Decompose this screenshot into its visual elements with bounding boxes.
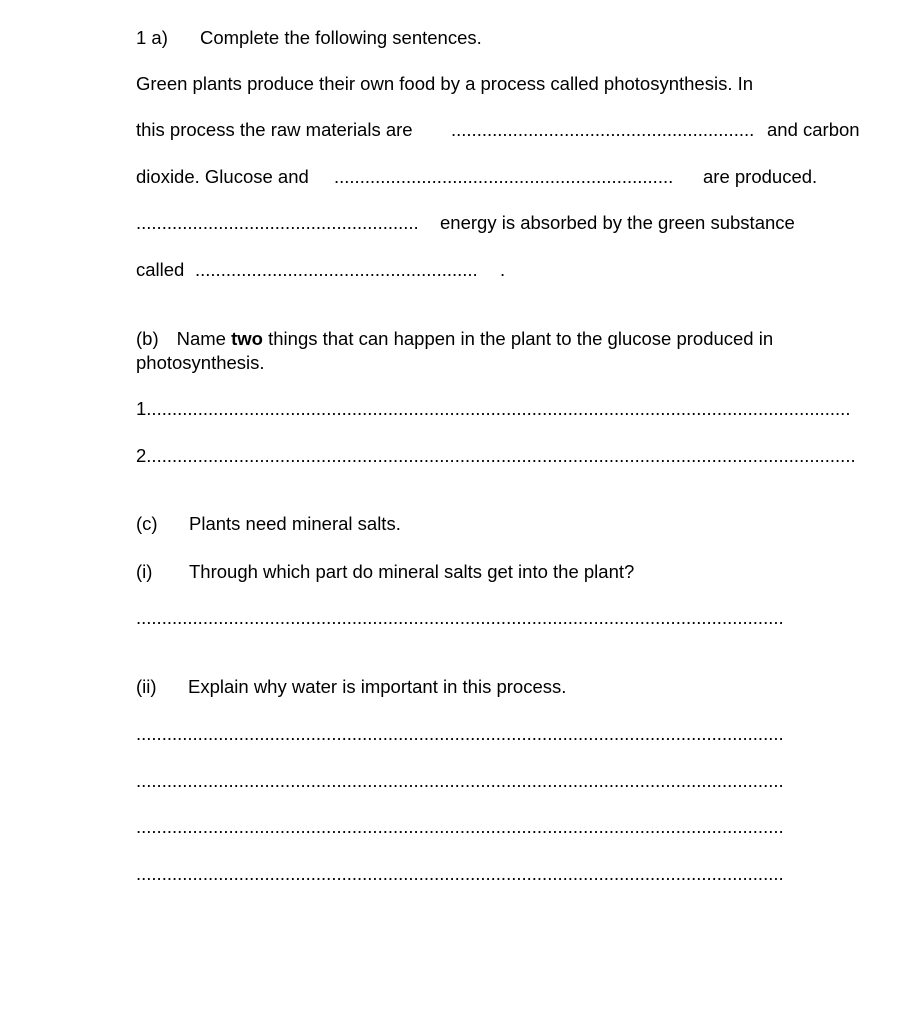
part-b-text-bold: two xyxy=(231,328,263,349)
answer-line-c-ii-3[interactable]: .............................................................................................................................. xyxy=(136,816,784,837)
sentence-line-3-start: dioxide. Glucose and xyxy=(136,166,309,187)
sentence-line-1: Green plants produce their own food by a process called photosynthesis. In xyxy=(136,73,754,94)
sentence-line-2-end: and carbon xyxy=(767,119,860,140)
sentence-line-3-end: are produced. xyxy=(703,166,818,187)
answer-line-2[interactable]: 2.......................................................................................................................................... xyxy=(136,445,856,466)
blank-green-substance[interactable]: ....................................................... xyxy=(195,259,478,280)
blank-product[interactable]: .................................................................. xyxy=(334,166,674,187)
answer-line-c-ii-2[interactable]: .............................................................................................................................. xyxy=(136,770,784,791)
part-b-text-before: Name xyxy=(176,328,226,349)
answer-line-c-ii-1[interactable]: .............................................................................................................................. xyxy=(136,723,784,744)
part-c-ii-text: Explain why water is important in this process. xyxy=(188,676,567,697)
sentence-line-4-end: energy is absorbed by the green substance xyxy=(440,212,795,233)
sentence-line-5-end: . xyxy=(500,259,506,280)
part-c-label: (c) xyxy=(136,513,158,534)
part-b-label: (b) xyxy=(136,328,159,349)
part-b-text-after: things that can happen in the plant to the glucose produced in xyxy=(268,328,774,349)
sentence-line-5-start: called xyxy=(136,259,185,280)
part-c-i-label: (i) xyxy=(136,561,153,582)
part-b-text-line-2: photosynthesis. xyxy=(136,352,265,373)
answer-line-c-i[interactable]: .............................................................................................................................. xyxy=(136,607,784,628)
answer-1-number: 1 xyxy=(136,398,147,419)
question-part-b xyxy=(136,330,773,349)
answer-line-1[interactable]: 1......................................................................................................................................... xyxy=(136,398,851,419)
blank-raw-material[interactable]: ........................................................... xyxy=(451,119,755,140)
blank-energy-type[interactable]: ....................................................... xyxy=(136,212,419,233)
answer-2-number: 2 xyxy=(136,445,147,466)
part-c-text: Plants need mineral salts. xyxy=(189,513,401,534)
part-c-i-text: Through which part do mineral salts get into the plant? xyxy=(189,561,635,582)
answer-line-c-ii-4[interactable]: .............................................................................................................................. xyxy=(136,863,784,884)
part-c-ii-label: (ii) xyxy=(136,676,157,697)
question-number: 1 a) xyxy=(136,27,168,48)
sentence-line-2-start: this process the raw materials are xyxy=(136,119,413,140)
question-instruction: Complete the following sentences. xyxy=(200,27,482,48)
